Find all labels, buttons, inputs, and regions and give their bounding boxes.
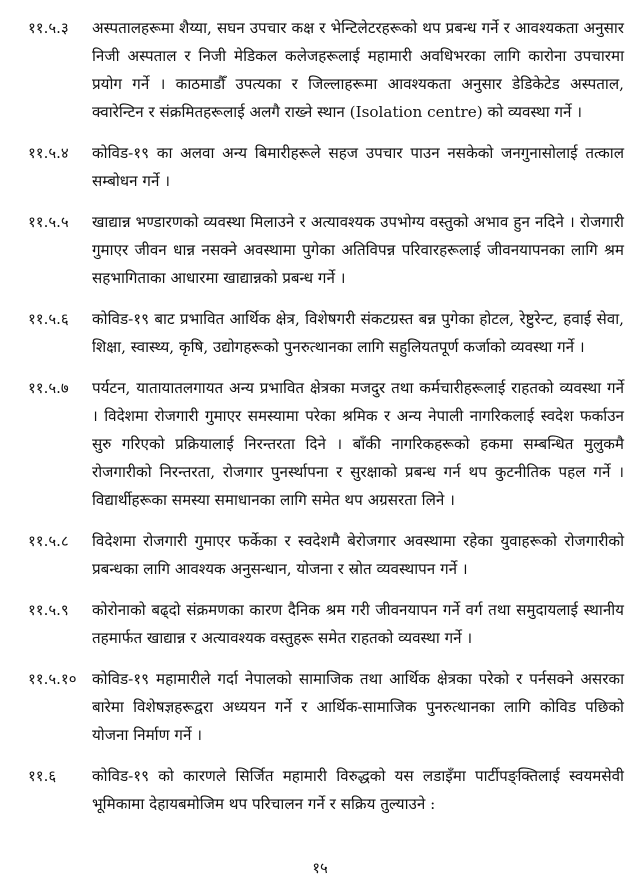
item-text: विदेशमा रोजगारी गुमाएर फर्केका र स्वदेशमै बेरोजगार अवस्थामा रहेका युवाहरूको रोजगारीको प्रबन्धका लागि आवश्यक अनुसन्धान, योजना र स्रोत व्यवस्थापन गर्ने । — [92, 532, 624, 578]
item-number: ११.५.५ — [28, 213, 69, 231]
list-item-11-6 — [0, 762, 640, 818]
list-item-11-5-3 — [0, 14, 640, 126]
item-number: ११.५.८ — [28, 532, 69, 550]
item-number: ११.५.१० — [28, 670, 77, 688]
list-item-11-5-6 — [0, 305, 640, 361]
item-text: खाद्यान्न भण्डारणको व्यवस्था मिलाउने र अत्यावश्यक उपभोग्य वस्तुको अभाव हुन नदिने । रोजगारी गुमाएर जीवन धान्न नसक्ने अवस्थामा पुगेका अतिविपन्न परिवारहरूलाई जीवनयापनका लागि श्रम सहभागिताका आधारमा खाद्यान्नको प्रबन्ध गर्ने । — [92, 213, 624, 287]
list-item-11-5-8 — [0, 527, 640, 583]
item-text: कोविड-१९ बाट प्रभावित आर्थिक क्षेत्र, विशेषगरी संकटग्रस्त बन्न पुगेका होटल, रेष्टुरेन्ट, हवाई सेवा, शिक्षा, स्वास्थ्य, कृषि, उद्योगहरूको पुनरुत्थानका लागि सहुलियतपूर्ण कर्जाको व्यवस्था गर्ने । — [92, 310, 624, 356]
list-item-11-5-5 — [0, 208, 640, 292]
item-text: पर्यटन, यातायातलगायत अन्य प्रभावित क्षेत्रका मजदुर तथा कर्मचारीहरूलाई राहतको व्यवस्था गर्ने । विदेशमा रोजगारी गुमाएर समस्यामा परेका श्रमिक र अन्य नेपाली नागरिकलाई स्वदेश फर्काउन सुरु गरिएको प्रक्रियालाई निरन्तरता दिने । बाँकी नागरिकहरूको हकमा सम्बन्धित मुलुकमै रोजगारीको निरन्तरता, रोजगार पुनर्स्थापना र सुरक्षाको प्रबन्ध गर्न थप कुटनीतिक पहल गर्ने । विद्यार्थीहरूका समस्या समाधानका लागि समेत थप अग्रसरता लिने । — [92, 379, 624, 509]
list-item-11-5-7 — [0, 374, 640, 514]
list-item-11-5-9 — [0, 596, 640, 652]
item-text: कोविड-१९ का अलवा अन्य बिमारीहरूले सहज उपचार पाउन नसकेको जनगुनासोलाई तत्काल सम्बोधन गर्ने । — [92, 144, 624, 190]
item-number: ११.५.७ — [28, 379, 69, 397]
item-number: ११.५.३ — [28, 19, 69, 37]
item-text: कोरोनाको बढ्दो संक्रमणका कारण दैनिक श्रम गरी जीवनयापन गर्ने वर्ग तथा समुदायलाई स्थानीय तहमार्फत खाद्यान्न र अत्यावश्यक वस्तुहरू समेत राहतको व्यवस्था गर्ने । — [92, 601, 624, 647]
item-number: ११.६ — [28, 767, 57, 785]
item-number: ११.५.६ — [28, 310, 69, 328]
item-text: कोविड-१९ को कारणले सिर्जित महामारी विरुद्धको यस लडाइँमा पार्टीपङ्क्तिलाई स्वयमसेवी भूमिकामा देहायबमोजिम थप परिचालन गर्ने र सक्रिय तुल्याउने : — [92, 767, 624, 813]
item-text: कोविड-१९ महामारीले गर्दा नेपालको सामाजिक तथा आर्थिक क्षेत्रका परेको र पर्नसक्ने असरका बारेमा विशेषज्ञहरूद्वरा अध्ययन गर्ने र आर्थिक-सामाजिक पुनरुत्थानका लागि कोविड पछिको योजना निर्माण गर्ने । — [92, 670, 624, 744]
page-number: १५ — [312, 859, 328, 877]
item-number: ११.५.९ — [28, 601, 69, 619]
list-item-11-5-10 — [0, 665, 640, 749]
numbered-list — [0, 14, 640, 831]
item-text: अस्पतालहरूमा शैय्या, सघन उपचार कक्ष र भेन्टिलेटरहरूको थप प्रबन्ध गर्ने र आवश्यकता अनुसार निजी अस्पताल र निजी मेडिकल कलेजहरूलाई महामारी अवधिभरका लागि कारोना उपचारमा प्रयोग गर्ने । काठमाडौँ उपत्यका र जिल्लाहरूमा आवश्यकता अनुसार डेडिकेटेड अस्पताल, क्वारेन्टिन र संक्रमितहरूलाई अलगै राख्ने स्थान (Isolation centre) को व्यवस्था गर्ने । — [92, 19, 624, 121]
list-item-11-5-4 — [0, 139, 640, 195]
item-number: ११.५.४ — [28, 144, 69, 162]
